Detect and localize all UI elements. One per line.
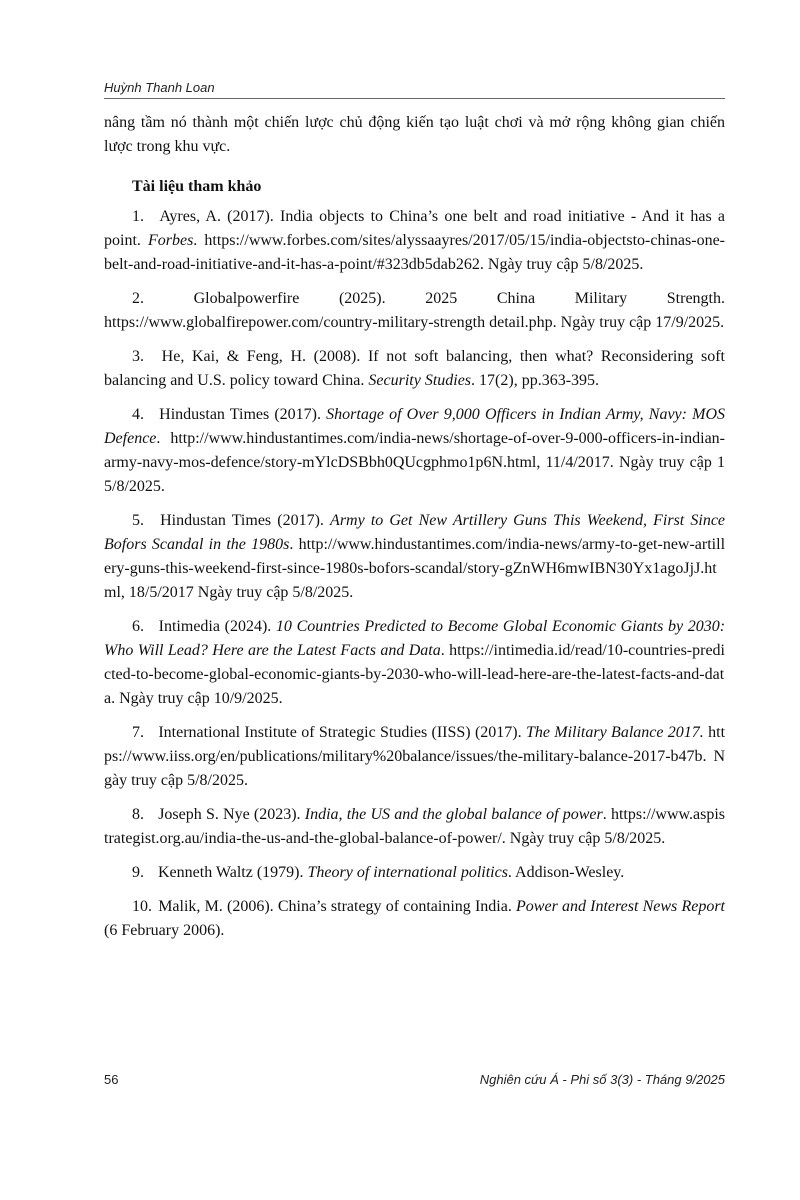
reference-text: . Addison-Wesley. <box>507 864 625 881</box>
reference-text: (6 February 2006). <box>104 922 225 939</box>
reference-item-8 <box>104 803 725 851</box>
reference-number: 5. <box>132 512 144 529</box>
reference-number: 1. <box>132 208 144 225</box>
reference-number: 7. <box>132 724 144 741</box>
reference-text: https://www.iiss.org/en/publications/military%20balance/issues/the-military-balance-2017-b47b. Ngày truy cập 5/8/2025. <box>104 724 726 789</box>
reference-text: He, Kai, & Feng, H. (2008). If not soft balancing, then what? Reconsidering soft balancing and U.S. policy toward China. <box>104 348 725 389</box>
reference-text: Kenneth Waltz (1979). <box>158 864 308 881</box>
reference-text: . 17(2), pp.363-395. <box>471 372 600 389</box>
reference-item-10 <box>104 895 725 943</box>
reference-title: Army to Get New Artillery Guns This Weekend, First Since Bofors Scandal in the 1980s <box>104 512 726 553</box>
reference-number: 10. <box>132 898 152 915</box>
reference-item-4 <box>104 403 725 499</box>
reference-item-7 <box>104 721 725 793</box>
reference-text: Hindustan Times (2017). <box>160 512 331 529</box>
reference-item-1 <box>104 205 725 277</box>
reference-title: Power and Interest News Report <box>516 898 726 915</box>
reference-title: 10 Countries Predicted to Become Global Economic Giants by 2030: Who Will Lead? Here are the Latest Facts and Data <box>104 618 726 659</box>
reference-text: Intimedia (2024). <box>158 618 276 635</box>
page-number: 56 <box>104 1072 119 1087</box>
reference-number: 3. <box>132 348 144 365</box>
reference-item-6 <box>104 615 725 711</box>
reference-text: . http://www.hindustantimes.com/india-news/shortage-of-over-9-000-officers-in-indian-army-navy-mos-defence/story-mYlcDSBbh0QUcgphmo1p6N.html, 11/4/2017. Ngày truy cập 15/8/2025. <box>104 430 725 495</box>
reference-number: 4. <box>132 406 144 423</box>
reference-title: India, the US and the global balance of power <box>304 806 603 823</box>
reference-number: 9. <box>132 864 144 881</box>
reference-text: . https://intimedia.id/read/10-countries-predicted-to-become-global-economic-giants-by-2030-who-will-lead-here-are-the-latest-facts-and-data. Ngày truy cập 10/9/2025. <box>104 642 725 707</box>
page-body <box>104 80 725 953</box>
reference-title: Theory of international politics <box>307 864 508 881</box>
page-footer <box>104 1072 725 1087</box>
reference-title: Forbes <box>147 232 194 249</box>
reference-title: Shortage of Over 9,000 Officers in Indian Army, Navy: MOS Defence <box>104 406 726 447</box>
running-header-author: Huỳnh Thanh Loan <box>104 80 725 99</box>
reference-text: Malik, M. (2006). China’s strategy of containing India. <box>158 898 517 915</box>
reference-text: . http://www.hindustantimes.com/india-news/army-to-get-new-artillery-guns-this-weekend-first-since-1980s-bofors-scandal/story-gZnWH6mwIBN30Yx1agoJjJ.html, 18/5/2017 Ngày truy cập 5/8/2025. <box>104 536 726 601</box>
reference-title: The Military Balance 2017. <box>525 724 704 741</box>
reference-text: International Institute of Strategic Studies (IISS) (2017). <box>158 724 526 741</box>
reference-item-3 <box>104 345 725 393</box>
reference-item-5 <box>104 509 725 605</box>
references-heading: Tài liệu tham khảo <box>132 178 262 195</box>
journal-footer: Nghiên cứu Á - Phi số 3(3) - Tháng 9/2025 <box>479 1072 725 1087</box>
reference-text: Joseph S. Nye (2023). <box>158 806 305 823</box>
reference-text: . https://www.forbes.com/sites/alyssaayres/2017/05/15/india-objectsto-chinas-one-belt-and-road-initiative-and-it-has-a-point/#323db5dab262. Ngày truy cập 5/8/2025. <box>104 232 725 273</box>
reference-text: . https://www.aspistrategist.org.au/india-the-us-and-the-global-balance-of-power/. Ngày truy cập 5/8/2025. <box>104 806 726 847</box>
reference-number: 2. <box>132 290 144 307</box>
reference-text: Ayres, A. (2017). India objects to China’s one belt and road initiative - And it has a point. <box>104 208 725 249</box>
reference-text: Globalpowerfire (2025). 2025 China Military Strength. https://www.globalfirepower.com/country-military-strength detail.php. Ngày truy cập 17/9/2025. <box>104 290 726 331</box>
reference-item-2 <box>104 287 725 335</box>
reference-number: 6. <box>132 618 144 635</box>
references-list <box>104 205 725 943</box>
reference-text: Hindustan Times (2017). <box>159 406 327 423</box>
reference-title: Security Studies <box>368 372 472 389</box>
reference-item-9 <box>104 861 725 885</box>
reference-number: 8. <box>132 806 144 823</box>
intro-paragraph: nâng tầm nó thành một chiến lược chủ động kiến tạo luật chơi và mở rộng không gian chiến lược trong khu vực. <box>104 114 725 155</box>
